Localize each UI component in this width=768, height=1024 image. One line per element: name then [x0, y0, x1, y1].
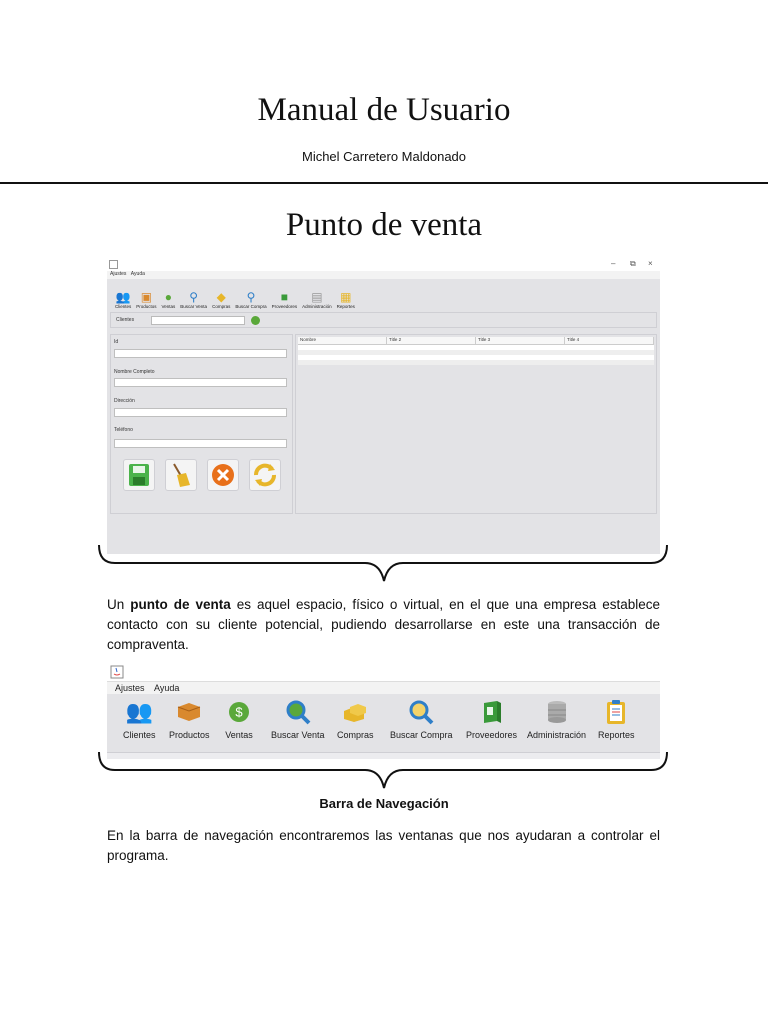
navbar-description: En la barra de navegación encontraremos las ventanas que nos ayudaran a controlar el programa. [107, 828, 660, 863]
refresh-icon [250, 460, 280, 490]
toolbar-buscar-compra[interactable]: ⚲ Buscar Compra [235, 290, 267, 309]
id-field[interactable] [114, 349, 287, 358]
client-input[interactable] [151, 316, 245, 325]
menu-ayuda[interactable]: Ayuda [154, 683, 180, 693]
close-icon[interactable]: × [648, 259, 653, 268]
window-titlebar [107, 258, 660, 271]
author-name: Michel Carretero Maldonado [301, 149, 467, 164]
table-row[interactable] [298, 360, 654, 365]
direccion-field[interactable] [114, 408, 287, 417]
client-form [110, 334, 293, 514]
nav-clientes-button[interactable]: 👥 Clientes [123, 699, 156, 740]
nombre-field[interactable] [114, 378, 287, 387]
menu-ayuda[interactable]: Ayuda [130, 271, 145, 277]
clients-icon: 👥 [115, 290, 131, 304]
toolbar-buscar-venta[interactable]: ⚲ Buscar Venta [180, 290, 208, 309]
nav-compras-button[interactable]: Compras [337, 698, 374, 740]
section-title: Punto de venta [285, 207, 483, 243]
toolbar-reportes[interactable]: ▦ Reportes [336, 290, 355, 309]
sales-table [295, 334, 657, 514]
menu-ajustes[interactable]: Ajustes [110, 271, 127, 277]
search-magnifier-icon: ⚲ [189, 290, 199, 304]
products-box-icon: ▣ [140, 290, 153, 304]
save-icon [124, 460, 154, 490]
column-header-title2[interactable]: Title 2 [387, 337, 476, 344]
field-label-telefono: Teléfono [114, 427, 133, 433]
svg-text:$: $ [235, 704, 243, 720]
nav-ventas-button[interactable]: $ Ventas [225, 698, 253, 740]
clipboard-icon: ▦ [340, 290, 352, 304]
search-purchase-icon: ⚲ [246, 290, 256, 304]
nav-buscar-compra-button[interactable]: Buscar Compra [390, 698, 453, 740]
dollar-coin-icon: ● [164, 290, 173, 304]
search-magnifier-icon [284, 698, 312, 726]
green-book-icon [478, 698, 506, 726]
toolbar-clientes[interactable]: 👥 Clientes [115, 290, 132, 309]
app-menu-bar [107, 271, 660, 279]
navbar-menu [107, 681, 660, 694]
client-label: Clientes [116, 317, 135, 323]
app-window-screenshot [107, 258, 660, 554]
app-body [107, 279, 660, 554]
packages-icon [341, 698, 369, 726]
clipboard-icon [602, 698, 630, 726]
telefono-field[interactable] [114, 439, 287, 448]
table-header [298, 337, 654, 345]
navbar-toolbar [107, 694, 660, 753]
menu-ajustes[interactable]: Ajustes [115, 683, 145, 693]
field-label-nombre: Nombre Completo [114, 369, 155, 375]
toolbar-productos[interactable]: ▣ Productos [136, 290, 157, 309]
nav-productos-button[interactable]: Productos [169, 698, 210, 740]
toolbar-administracion[interactable]: ▤ Administración [302, 290, 332, 309]
client-add-icon[interactable] [251, 316, 260, 325]
column-header-title3[interactable]: Title 3 [476, 337, 565, 344]
database-icon [543, 698, 571, 726]
app-toolbar [109, 279, 658, 309]
navbar-caption: Barra de Navegación [319, 796, 449, 811]
packages-icon: ◆ [216, 290, 226, 304]
field-label-direccion: Dirección [114, 398, 135, 404]
nav-reportes-button[interactable]: Reportes [598, 698, 635, 740]
clients-icon: 👥 [125, 699, 153, 724]
bracket-bottom [95, 750, 673, 790]
nav-buscar-venta-button[interactable]: Buscar Venta [271, 698, 325, 740]
navbar-screenshot [107, 663, 660, 759]
refresh-button[interactable] [249, 459, 281, 491]
cancel-icon [208, 460, 238, 490]
broom-icon [166, 460, 196, 490]
intro-bold-term: punto de venta [130, 597, 231, 612]
toolbar-ventas[interactable]: ● Ventas [161, 290, 176, 309]
field-label-id: Id [114, 339, 119, 345]
restore-icon[interactable]: ⧉ [630, 259, 636, 268]
save-button[interactable] [123, 459, 155, 491]
clear-button[interactable] [165, 459, 197, 491]
bracket-top [95, 543, 673, 583]
green-book-icon: ■ [280, 290, 288, 304]
client-search-row [110, 312, 657, 328]
toolbar-compras[interactable]: ◆ Compras [212, 290, 231, 309]
products-box-icon [175, 698, 203, 726]
minimize-icon[interactable]: – [611, 259, 616, 268]
header-divider [0, 182, 768, 184]
cancel-button[interactable] [207, 459, 239, 491]
page-title: Manual de Usuario [257, 92, 511, 128]
nav-administracion-button[interactable]: Administración [527, 698, 586, 740]
intro-paragraph: Un punto de venta es aquel espacio, físico o virtual, en el que una empresa establece contacto con su cliente potencial, pudiendo desarrollarse en este una transacción de compraventa. [107, 597, 660, 652]
nav-proveedores-button[interactable]: Proveedores [466, 698, 517, 740]
search-purchase-icon [407, 698, 435, 726]
java-icon [110, 665, 124, 679]
database-icon: ▤ [311, 290, 323, 304]
column-header-nombre[interactable]: Nombre [298, 337, 387, 344]
toolbar-proveedores[interactable]: ■ Proveedores [271, 290, 298, 309]
java-icon [109, 260, 118, 269]
column-header-title4[interactable]: Title 4 [565, 337, 654, 344]
dollar-coin-icon [225, 698, 253, 726]
